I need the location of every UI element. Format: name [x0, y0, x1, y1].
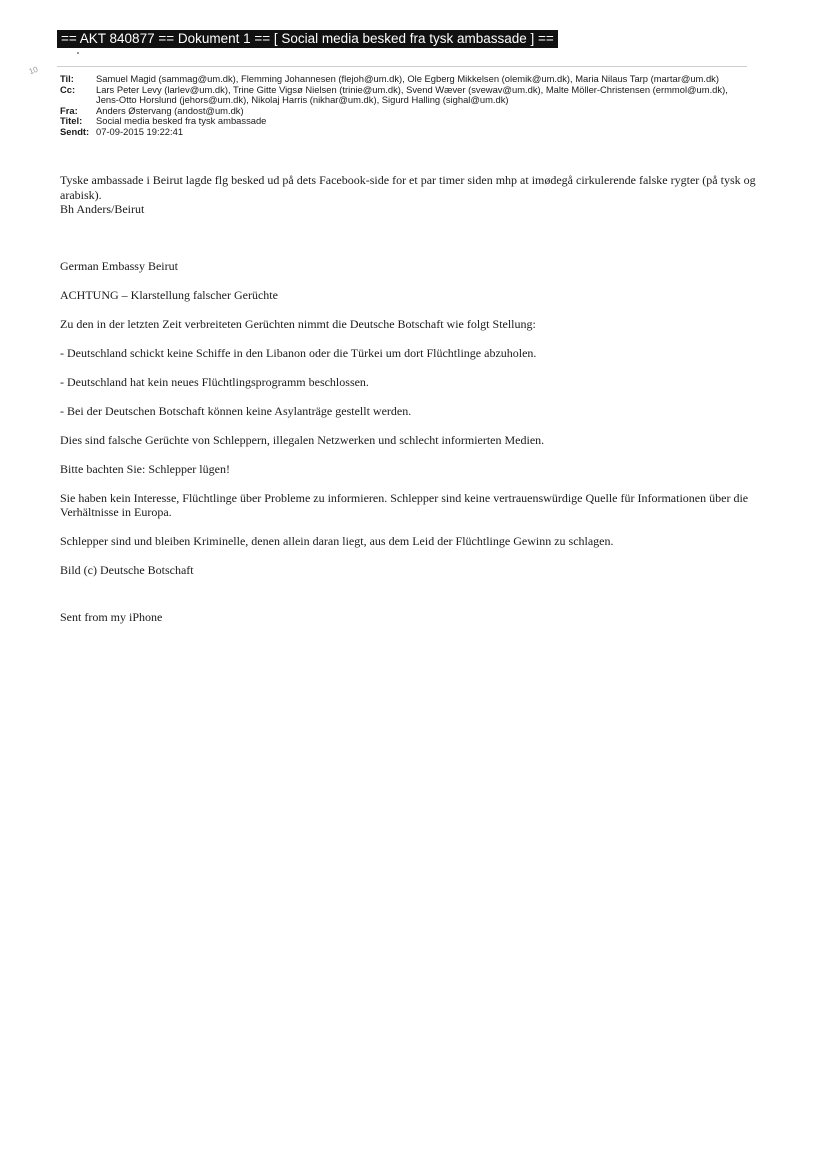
embassy-name: German Embassy Beirut: [60, 258, 178, 273]
sendt-label: Sendt:: [60, 125, 90, 137]
header-row-cc: [60, 85, 740, 106]
header-row-sendt: [60, 127, 740, 138]
notice-heading: ACHTUNG – Klarstellung falscher Gerüchte: [60, 287, 278, 302]
header-row-til: [60, 74, 740, 85]
til-label: Til:: [60, 73, 74, 84]
intro-signature: Bh Anders/Beirut: [60, 202, 145, 216]
document-banner: == AKT 840877 == Dokument 1 == [ Social media besked fra tysk ambassade ] ==: [57, 30, 558, 48]
notice-bullet: - Bei der Deutschen Botschaft können keine Asylanträge gestellt werden.: [60, 403, 412, 418]
header-divider: [57, 66, 747, 67]
image-credit: Bild (c) Deutsche Botschaft: [60, 563, 194, 577]
email-header: [60, 74, 740, 138]
cc-label: Cc:: [60, 83, 76, 95]
fra-value: Anders Østervang (andost@um.dk): [96, 104, 244, 116]
notice-paragraph: Zu den in der letzten Zeit verbreiteten Gerüchten nimmt die Deutsche Botschaft wie folgt Stellung:: [60, 316, 536, 331]
notice-paragraph: Dies sind falsche Gerüchte von Schleppern, illegalen Netzwerken und schlecht informierten Medien.: [60, 432, 545, 447]
notice-bullet: - Deutschland hat kein neues Flüchtlingsprogramm beschlossen.: [60, 374, 369, 389]
cc-value: Lars Peter Levy (larlev@um.dk), Trine Gitte Vigsø Nielsen (trinie@um.dk), Svend Wæver (svewav@um.dk), Malte Möller-Christensen (ermmol@um.dk), Jens-Otto Horslund (jehors@um.dk), Nikolaj Harris (nikhar@um.dk), Sigurd Halling (sighal@um.dk): [96, 83, 728, 106]
fra-label: Fra:: [60, 104, 78, 116]
titel-label: Titel:: [60, 115, 83, 127]
scan-speck: [77, 52, 79, 54]
notice-paragraph: Schlepper sind und bleiben Kriminelle, denen allein daran liegt, aus dem Leid der Flüchtlinge Gewinn zu schlagen.: [60, 534, 614, 548]
til-value: Samuel Magid (sammag@um.dk), Flemming Johannesen (flejoh@um.dk), Ole Egberg Mikkelsen (olemik@um.dk), Maria Nilaus Tarp (martar@um.dk): [96, 73, 719, 84]
email-signoff: Sent from my iPhone: [60, 609, 163, 624]
margin-annotation: 10: [27, 64, 40, 77]
titel-value: Social media besked fra tysk ambassade: [96, 115, 267, 127]
notice-bullet: - Deutschland schickt keine Schiffe in den Libanon oder die Türkei um dort Flüchtlinge abzuholen.: [60, 345, 537, 360]
notice-paragraph: Sie haben kein Interesse, Flüchtlinge über Probleme zu informieren. Schlepper sind keine vertrauenswürdige Quelle für Informationen über die Verhältnisse in Europa.: [60, 490, 749, 519]
email-body: [60, 173, 760, 624]
notice-paragraph: Bitte bachten Sie: Schlepper lügen!: [60, 461, 230, 476]
sendt-value: 07-09-2015 19:22:41: [96, 125, 184, 137]
intro-text: Tyske ambassade i Beirut lagde flg besked ud på dets Facebook-side for et par timer siden mhp at imødegå cirkulerende falske rygter (på tysk og arabisk).: [60, 173, 756, 202]
